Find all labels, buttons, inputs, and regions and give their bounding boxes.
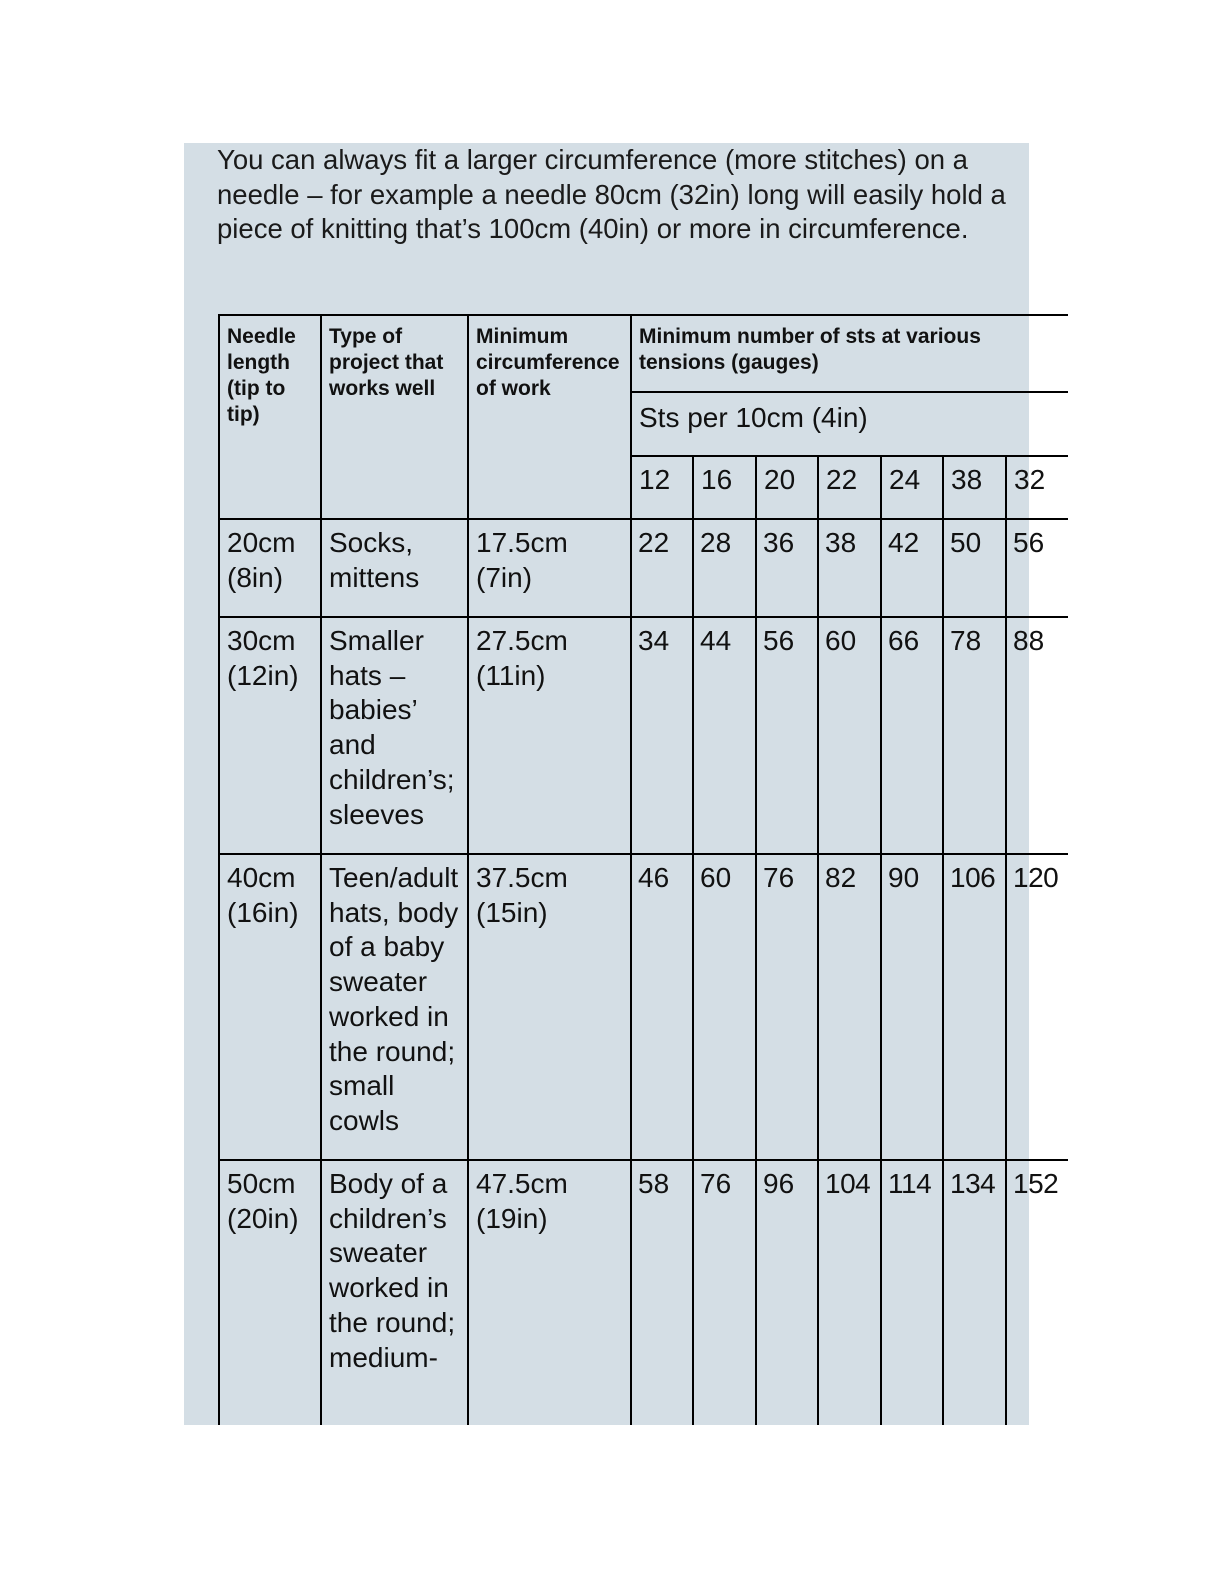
sts-cell: 78 [943,617,1006,854]
needle-length-cell: 40cm (16in) [219,854,321,1160]
sts-cell: 22 [631,519,693,617]
project-type-cell: Teen/adult hats, body of a baby sweater worked in the round; small cowls [321,854,468,1160]
sts-cell: 28 [693,519,756,617]
gauge-header: 24 [881,456,943,519]
header-min-circumference: Minimum circumference of work [468,315,631,519]
gauge-header: 38 [943,456,1006,519]
gauge-header: 16 [693,456,756,519]
sts-cell: 76 [756,854,818,1160]
sts-cell: 76 [693,1160,756,1425]
sts-cell: 120 [1006,854,1068,1160]
sts-cell: 90 [881,854,943,1160]
sts-cell: 58 [631,1160,693,1425]
project-type-cell: Smaller hats – babies’ and children’s; sleeves [321,617,468,854]
sts-cell: 88 [1006,617,1068,854]
sts-cell: 152 [1006,1160,1068,1425]
needle-size-table-container [218,314,1068,1425]
table-row [219,617,1068,854]
sts-cell: 106 [943,854,1006,1160]
header-min-sts: Minimum number of sts at various tensions (gauges) [631,315,1068,392]
gauge-header: 20 [756,456,818,519]
min-circumference-cell: 47.5cm (19in) [468,1160,631,1425]
gauge-header: 22 [818,456,881,519]
sts-cell: 60 [818,617,881,854]
sts-cell: 56 [756,617,818,854]
sts-cell: 38 [818,519,881,617]
table-row [219,519,1068,617]
sts-cell: 82 [818,854,881,1160]
min-circumference-cell: 27.5cm (11in) [468,617,631,854]
needle-length-cell: 20cm (8in) [219,519,321,617]
sts-cell: 104 [818,1160,881,1425]
needle-length-cell: 30cm (12in) [219,617,321,854]
sts-cell: 114 [881,1160,943,1425]
min-circumference-cell: 17.5cm (7in) [468,519,631,617]
gauge-header: 32 [1006,456,1068,519]
sts-cell: 66 [881,617,943,854]
table-row [219,1160,1068,1425]
header-needle-length: Needle length (tip to tip) [219,315,321,519]
sts-cell: 96 [756,1160,818,1425]
table-row [219,854,1068,1160]
project-type-cell: Socks, mittens [321,519,468,617]
header-sts-per-10cm: Sts per 10cm (4in) [631,392,1068,456]
sts-cell: 46 [631,854,693,1160]
project-type-cell: Body of a children’s sweater worked in the round; medium- [321,1160,468,1425]
sts-cell: 44 [693,617,756,854]
intro-paragraph: You can always fit a larger circumference (more stitches) on a needle – for example a needle 80cm (32in) long will easily hold a piece of knitting that’s 100cm (40in) or more in circumference. [217,144,1006,245]
sts-cell: 50 [943,519,1006,617]
needle-length-cell: 50cm (20in) [219,1160,321,1425]
sts-cell: 34 [631,617,693,854]
gauge-header: 12 [631,456,693,519]
sts-cell: 42 [881,519,943,617]
needle-size-table [218,314,1068,1425]
header-project-type: Type of project that works well [321,315,468,519]
sts-cell: 60 [693,854,756,1160]
sts-cell: 56 [1006,519,1068,617]
min-circumference-cell: 37.5cm (15in) [468,854,631,1160]
sts-cell: 134 [943,1160,1006,1425]
sts-cell: 36 [756,519,818,617]
